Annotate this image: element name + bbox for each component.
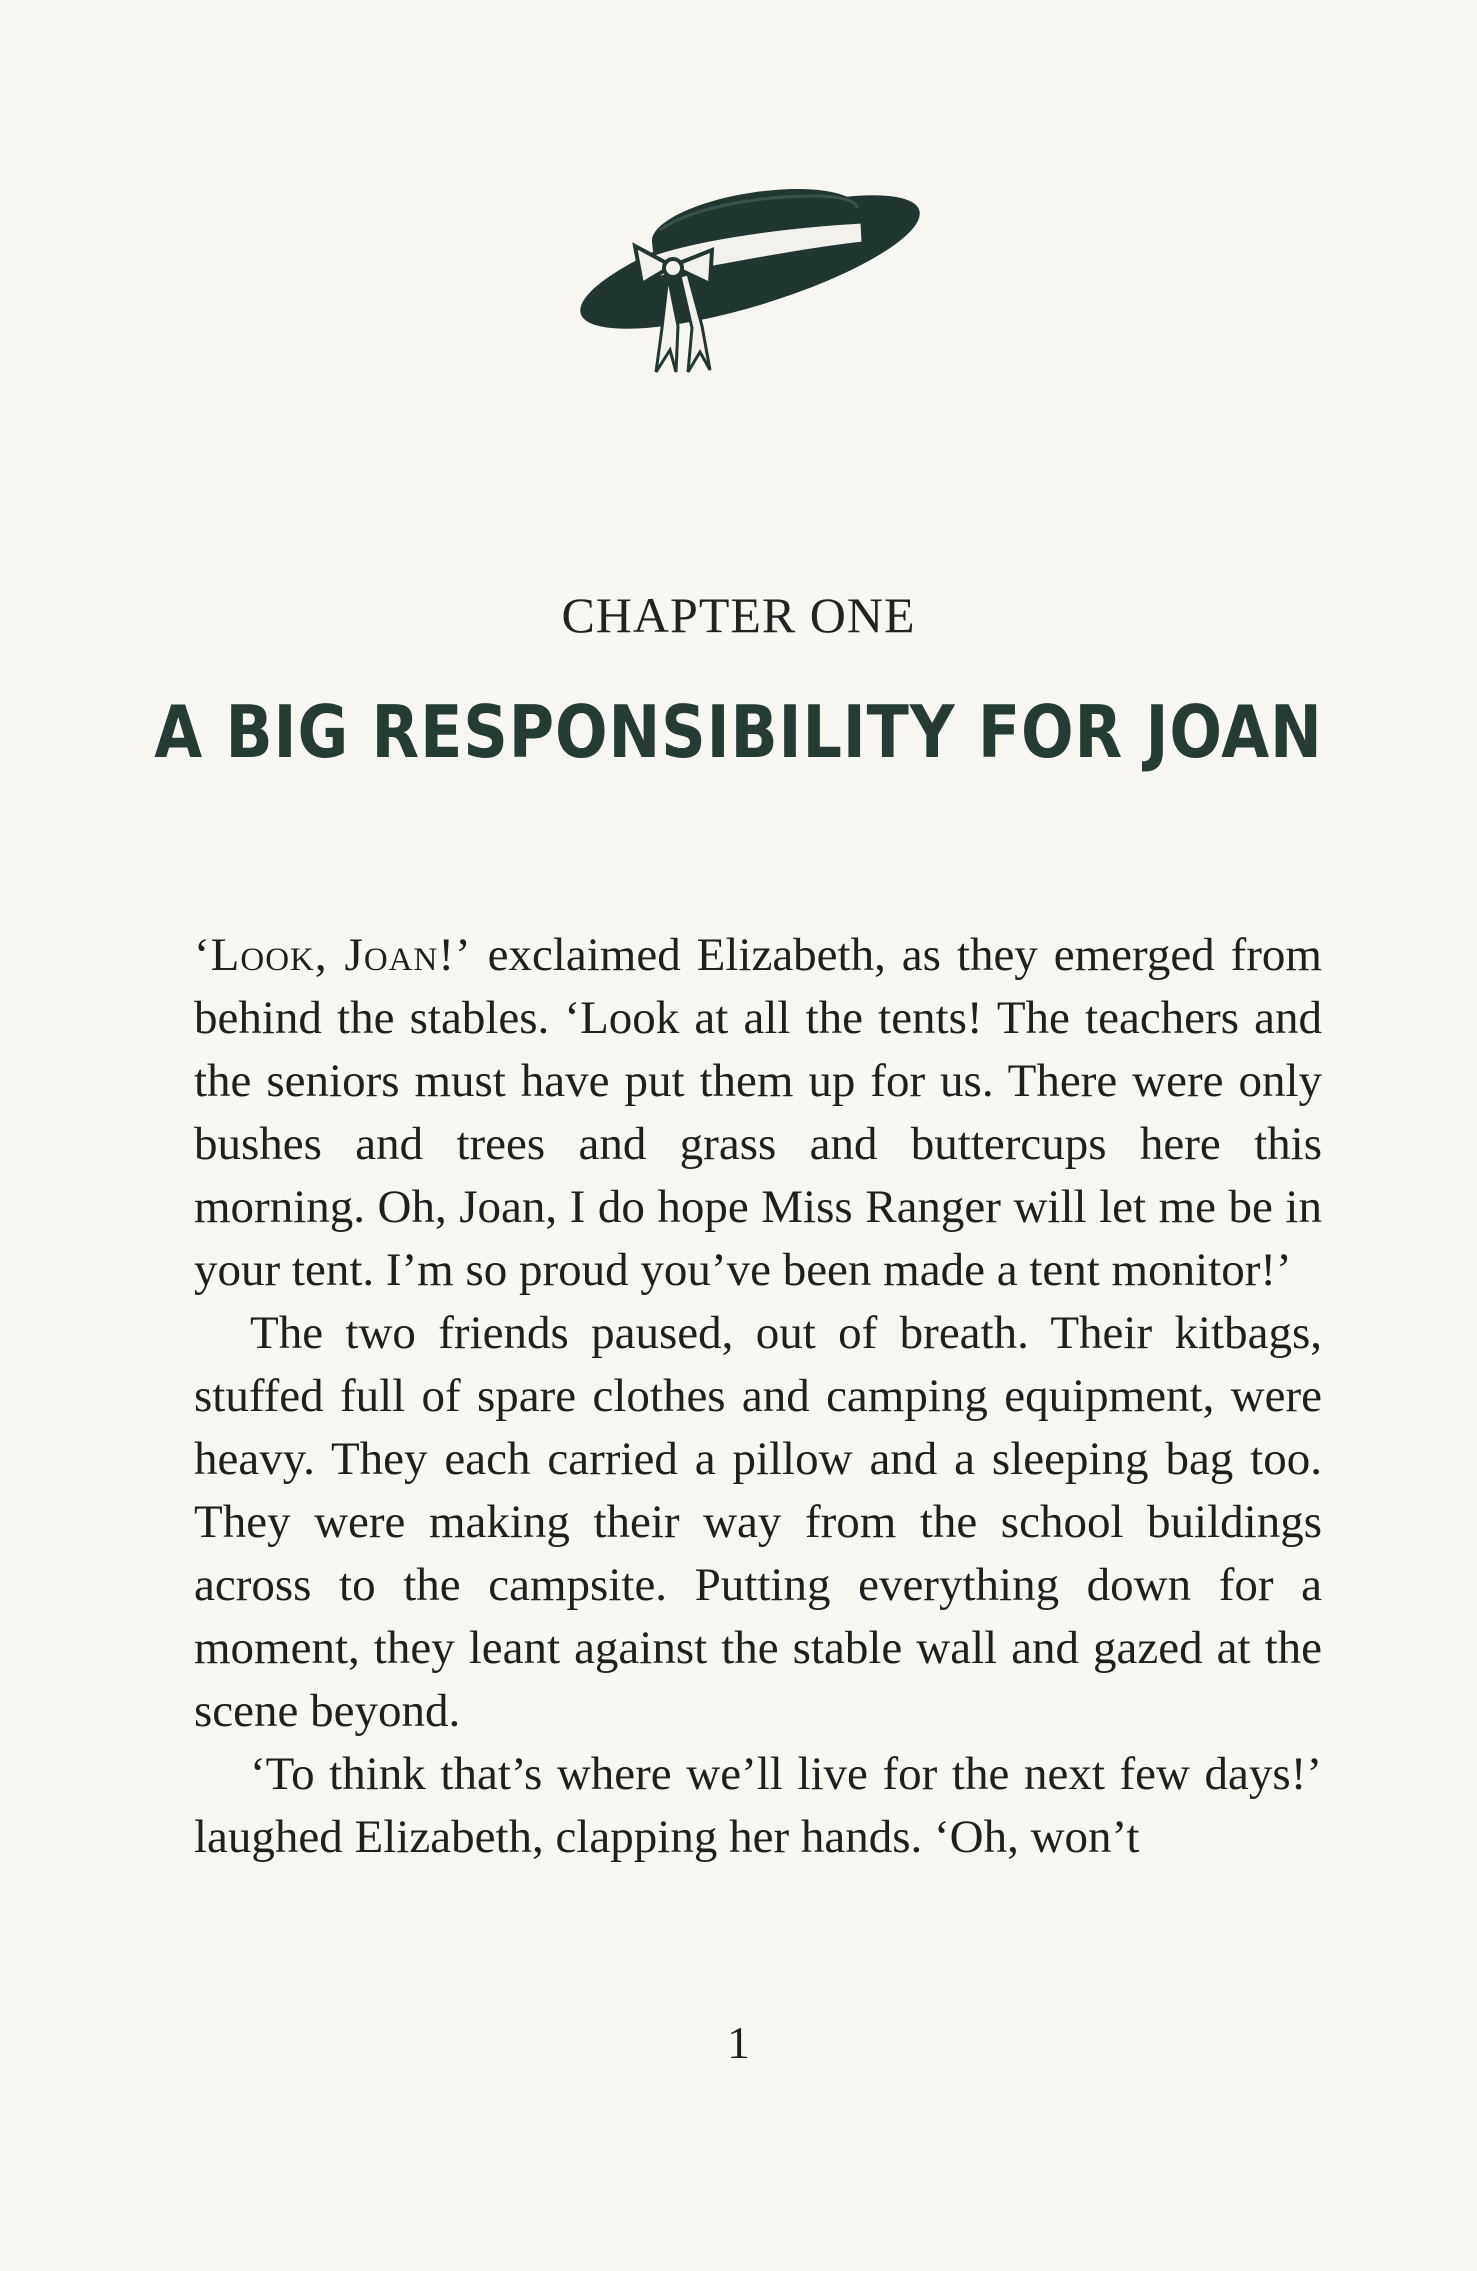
chapter-body — [194, 924, 1322, 1869]
chapter-label: CHAPTER ONE — [561, 587, 916, 643]
page-number: 1 — [727, 2017, 750, 2068]
chapter-title: A BIG RESPONSIBILITY FOR JOAN — [154, 690, 1323, 774]
opening-words: ‘Look, Joan!’ — [194, 929, 472, 981]
paragraph: The two friends paused, out of breath. Their kitbags, stuffed full of spare clothes and camping equipment, were heavy. They each carried a pillow and a sleeping bag too. They were making their way from the school buildings across to the campsite. Putting everything down for a moment, they leant against the stable wall and gazed at the scene beyond. — [194, 1307, 1322, 1737]
paragraph-text: exclaimed Elizabeth, as they emerged from behind the stables. ‘Look at all the tents! The teachers and the seniors must have put them up for us. There were only bushes and trees and grass and buttercups here this morning. Oh, Joan, I do hope Miss Ranger will let me be in your tent. I’m so proud you’ve been made a tent monitor!’ — [194, 929, 1322, 1296]
paragraph: ‘To think that’s where we’ll live for the next few days!’ laughed Elizabeth, clapping her hands. ‘Oh, won’t — [194, 1748, 1322, 1863]
paragraph — [194, 924, 1322, 1302]
boater-hat-icon — [560, 150, 930, 400]
